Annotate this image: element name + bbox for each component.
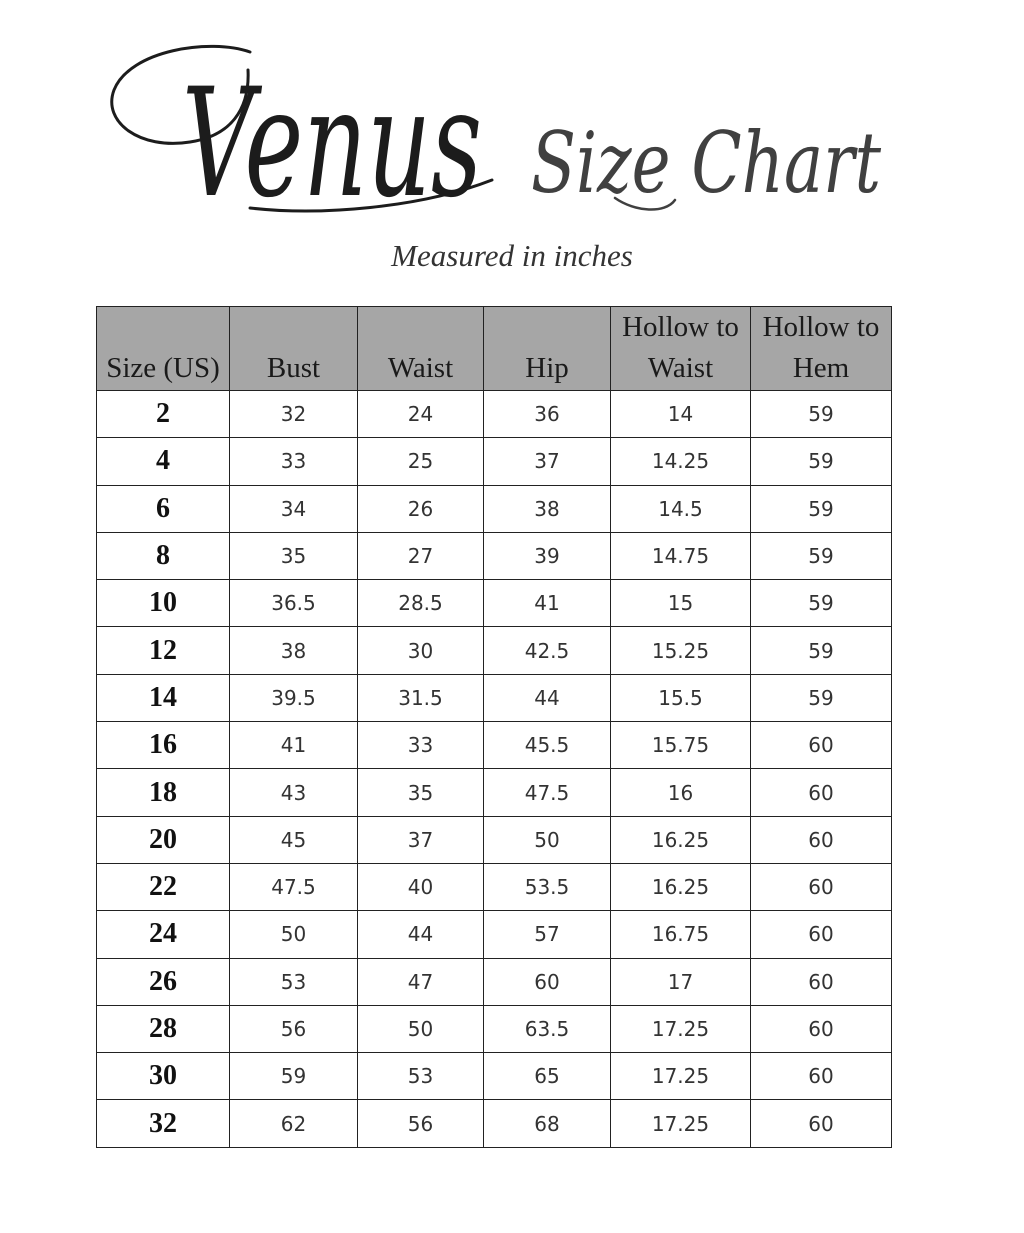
table-row	[97, 627, 892, 674]
measurement-cell: 60	[751, 1100, 892, 1147]
measurement-cell: 31.5	[358, 674, 484, 721]
table-row	[97, 532, 892, 579]
measurement-cell: 50	[230, 911, 358, 958]
size-cell: 8	[97, 532, 230, 579]
size-cell: 16	[97, 722, 230, 769]
measurement-cell: 53.5	[484, 863, 611, 910]
measurement-cell: 33	[358, 722, 484, 769]
table-row	[97, 391, 892, 438]
size-cell: 14	[97, 674, 230, 721]
measurement-cell: 44	[358, 911, 484, 958]
measurement-cell: 47.5	[484, 769, 611, 816]
size-cell: 18	[97, 769, 230, 816]
measurement-cell: 57	[484, 911, 611, 958]
size-cell: 30	[97, 1053, 230, 1100]
column-header: Hip	[484, 307, 611, 391]
measurement-cell: 38	[484, 485, 611, 532]
measurement-cell: 60	[751, 816, 892, 863]
table-row	[97, 674, 892, 721]
brand-name: Venus	[182, 57, 482, 231]
measurement-cell: 25	[358, 438, 484, 485]
measurement-cell: 14.75	[611, 532, 751, 579]
measurement-cell: 50	[484, 816, 611, 863]
measurement-cell: 62	[230, 1100, 358, 1147]
measurement-cell: 47.5	[230, 863, 358, 910]
column-header: Waist	[358, 307, 484, 391]
measurement-cell: 59	[751, 627, 892, 674]
measurement-cell: 37	[358, 816, 484, 863]
measurement-cell: 45	[230, 816, 358, 863]
size-cell: 12	[97, 627, 230, 674]
measurement-cell: 36.5	[230, 580, 358, 627]
measurement-cell: 16	[611, 769, 751, 816]
measurement-cell: 16.75	[611, 911, 751, 958]
measurement-cell: 60	[751, 1053, 892, 1100]
measurement-cell: 17.25	[611, 1100, 751, 1147]
measurement-cell: 60	[751, 958, 892, 1005]
size-cell: 6	[97, 485, 230, 532]
measurement-cell: 59	[751, 532, 892, 579]
measurement-cell: 59	[751, 391, 892, 438]
measurement-cell: 27	[358, 532, 484, 579]
measurement-cell: 16.25	[611, 816, 751, 863]
measurement-cell: 60	[751, 863, 892, 910]
size-cell: 26	[97, 958, 230, 1005]
subtitle-text: Size Chart	[531, 114, 882, 212]
measurement-cell: 40	[358, 863, 484, 910]
table-row	[97, 911, 892, 958]
size-chart-table	[96, 306, 892, 1148]
measurement-cell: 59	[751, 674, 892, 721]
measurement-cell: 14.5	[611, 485, 751, 532]
brand-logo	[100, 30, 500, 231]
size-cell: 28	[97, 1005, 230, 1052]
column-header: Hollow to Hem	[751, 307, 892, 391]
measurement-cell: 36	[484, 391, 611, 438]
column-header: Size (US)	[97, 307, 230, 391]
measurement-cell: 60	[751, 911, 892, 958]
measurement-cell: 63.5	[484, 1005, 611, 1052]
measurement-cell: 43	[230, 769, 358, 816]
measurement-cell: 33	[230, 438, 358, 485]
measurement-cell: 35	[230, 532, 358, 579]
table-row	[97, 1005, 892, 1052]
measurement-cell: 35	[358, 769, 484, 816]
table-row	[97, 580, 892, 627]
measurement-cell: 60	[751, 769, 892, 816]
measurement-cell: 14.25	[611, 438, 751, 485]
measurement-cell: 45.5	[484, 722, 611, 769]
measurement-cell: 42.5	[484, 627, 611, 674]
measurement-cell: 34	[230, 485, 358, 532]
measurement-cell: 39	[484, 532, 611, 579]
measurement-cell: 38	[230, 627, 358, 674]
table-row	[97, 722, 892, 769]
measurement-cell: 14	[611, 391, 751, 438]
size-cell: 4	[97, 438, 230, 485]
measurement-cell: 16.25	[611, 863, 751, 910]
table-row	[97, 863, 892, 910]
measurement-cell: 47	[358, 958, 484, 1005]
table-body	[97, 391, 892, 1148]
measurement-cell: 59	[751, 438, 892, 485]
measurement-cell: 60	[751, 1005, 892, 1052]
measurement-cell: 39.5	[230, 674, 358, 721]
measurement-cell: 15.75	[611, 722, 751, 769]
measurement-cell: 28.5	[358, 580, 484, 627]
measurement-cell: 24	[358, 391, 484, 438]
measurement-cell: 56	[230, 1005, 358, 1052]
size-cell: 20	[97, 816, 230, 863]
table-row	[97, 816, 892, 863]
column-header: Bust	[230, 307, 358, 391]
measurement-cell: 17.25	[611, 1053, 751, 1100]
measurement-cell: 15	[611, 580, 751, 627]
measurement-cell: 68	[484, 1100, 611, 1147]
measurement-cell: 30	[358, 627, 484, 674]
measurement-cell: 53	[358, 1053, 484, 1100]
measurement-cell: 37	[484, 438, 611, 485]
measurement-cell: 26	[358, 485, 484, 532]
measurement-cell: 17.25	[611, 1005, 751, 1052]
table-row	[97, 958, 892, 1005]
measurement-cell: 65	[484, 1053, 611, 1100]
measurement-cell: 44	[484, 674, 611, 721]
table-row	[97, 769, 892, 816]
table-header-row	[97, 307, 892, 391]
measurement-cell: 32	[230, 391, 358, 438]
size-cell: 10	[97, 580, 230, 627]
size-cell: 22	[97, 863, 230, 910]
measurement-cell: 59	[230, 1053, 358, 1100]
measurement-cell: 60	[751, 722, 892, 769]
measurement-cell: 59	[751, 485, 892, 532]
subtitle-logo	[525, 90, 905, 220]
measurement-cell: 15.5	[611, 674, 751, 721]
measurement-note: Measured in inches	[391, 238, 633, 273]
table-row	[97, 438, 892, 485]
measurement-cell: 56	[358, 1100, 484, 1147]
measurement-cell: 50	[358, 1005, 484, 1052]
size-cell: 2	[97, 391, 230, 438]
measurement-cell: 59	[751, 580, 892, 627]
table-row	[97, 485, 892, 532]
column-header: Hollow to Waist	[611, 307, 751, 391]
measurement-cell: 60	[484, 958, 611, 1005]
size-cell: 24	[97, 911, 230, 958]
measurement-cell: 15.25	[611, 627, 751, 674]
measurement-cell: 17	[611, 958, 751, 1005]
measurement-cell: 53	[230, 958, 358, 1005]
size-cell: 32	[97, 1100, 230, 1147]
measurement-cell: 41	[484, 580, 611, 627]
measurement-cell: 41	[230, 722, 358, 769]
table-row	[97, 1053, 892, 1100]
table-row	[97, 1100, 892, 1147]
